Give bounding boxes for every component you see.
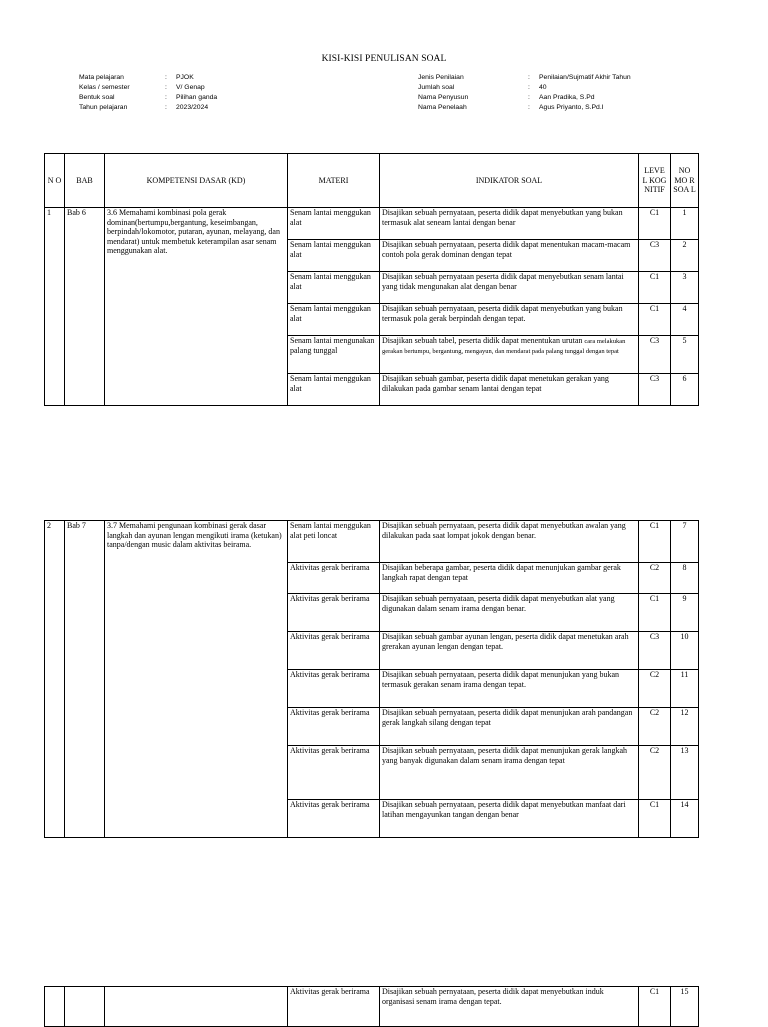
cell-indikator: Disajikan sebuah gambar, peserta didik dapat menetukan gerakan yang dilakukan pada gambar senam lantai dengan tepat <box>380 374 639 406</box>
header-nomor: NO MO R SOA L <box>671 154 699 208</box>
table-header-row <box>45 154 699 208</box>
cell-indikator: Disajikan sebuah pernyataan, peserta didik dapat menyebutkan yang bukan termasuk pola gerak berpindah dengan tepat. <box>380 304 639 336</box>
cell-nomor: 1 <box>671 208 699 240</box>
cell-level: C1 <box>639 521 671 563</box>
cell-level: C1 <box>639 272 671 304</box>
meta-sep: : <box>165 104 167 111</box>
meta-sep: : <box>528 94 530 101</box>
cell-materi: Aktivitas gerak berirama <box>288 632 380 670</box>
header-indikator: INDIKATOR SOAL <box>380 154 639 208</box>
table-section-1 <box>44 153 699 406</box>
cell-indikator: Disajikan sebuah pernyataan, peserta didik dapat menyebutkan yang bukan termasuk alat seneam lantai dengan benar <box>380 208 639 240</box>
table-row <box>45 987 699 1027</box>
header-kd: KOMPETENSI DASAR (KD) <box>105 154 288 208</box>
table-row <box>45 521 699 563</box>
cell-kd <box>105 987 288 1027</box>
cell-no: 2 <box>45 521 65 838</box>
cell-materi: Aktivitas gerak berirama <box>288 563 380 594</box>
meta-value: Agus Priyanto, S.Pd.I <box>539 104 604 111</box>
cell-nomor: 7 <box>671 521 699 563</box>
meta-right <box>418 73 631 113</box>
header-bab: BAB <box>65 154 105 208</box>
cell-level: C2 <box>639 563 671 594</box>
cell-nomor: 8 <box>671 563 699 594</box>
cell-nomor: 13 <box>671 746 699 800</box>
cell-level: C1 <box>639 594 671 632</box>
cell-indikator: Disajikan sebuah pernyataan, peserta didik dapat menunjukan gerak langkah yang banyak digunakan dalam senam irama dengan tepat <box>380 746 639 800</box>
cell-materi: Senam lantai menggukan alat <box>288 208 380 240</box>
cell-level: C1 <box>639 987 671 1027</box>
cell-level: C3 <box>639 374 671 406</box>
table-section-2 <box>44 520 699 838</box>
meta-sep: : <box>165 74 167 81</box>
cell-kd: 3.6 Memahami kombinasi pola gerak dominan(bertumpu,bergantung, keseimbangan, berpindah/lokomotor, putaran, ayunan, melayang, dan mendarat) untuk membetuk keterampilan asar senam menggunakan alat. <box>105 208 288 406</box>
cell-materi: Aktivitas gerak berirama <box>288 800 380 838</box>
cell-materi: Senam lantai menggukan alat <box>288 240 380 272</box>
indikator-text-small: cara melakukan gerakan bertumpu, bergantung, mengayun, dan mendarat pada palang tunggal dengan tepat <box>382 338 626 355</box>
meta-row <box>418 93 631 103</box>
cell-materi: Senam lantai mengunakan palang tunggal <box>288 336 380 374</box>
cell-materi: Aktivitas gerak berirama <box>288 670 380 708</box>
cell-bab <box>65 987 105 1027</box>
meta-value: Aan Pradika, S.Pd <box>539 94 595 101</box>
table-row <box>45 208 699 240</box>
cell-materi: Aktivitas gerak berirama <box>288 987 380 1027</box>
cell-indikator: Disajikan sebuah pernyataan, peserta didik dapat menyebutkan manfaat dari latihan mengayunkan tangan dengan benar <box>380 800 639 838</box>
cell-kd: 3.7 Memahami pengunaan kombinasi gerak dasar langkah dan ayunan lengan mengikuti irama (ketukan) tanpa/dengan music dalam aktivitas beirama. <box>105 521 288 838</box>
cell-bab: Bab 6 <box>65 208 105 406</box>
meta-label: Kelas / semester <box>79 84 130 91</box>
cell-nomor: 11 <box>671 670 699 708</box>
header-materi: MATERI <box>288 154 380 208</box>
cell-materi: Aktivitas gerak berirama <box>288 746 380 800</box>
meta-value: PJOK <box>176 74 194 81</box>
cell-materi: Aktivitas gerak berirama <box>288 708 380 746</box>
cell-indikator: Disajikan sebuah pernyataan, peserta didik dapat menyebutkan awalan yang dilakukan pada saat lompat jokok dengan benar. <box>380 521 639 563</box>
meta-row <box>79 93 217 103</box>
cell-indikator: Disajikan sebuah pernyataan, peserta didik dapat menunjukan arah pandangan gerak langkah silang dengan tepat <box>380 708 639 746</box>
meta-label: Mata pelajaran <box>79 74 124 81</box>
cell-nomor: 10 <box>671 632 699 670</box>
cell-nomor: 14 <box>671 800 699 838</box>
document-title: KISI-KISI PENULISAN SOAL <box>321 54 447 64</box>
meta-sep: : <box>528 74 530 81</box>
cell-level: C3 <box>639 336 671 374</box>
meta-label: Nama Penyusun <box>418 94 469 101</box>
cell-level: C1 <box>639 208 671 240</box>
cell-no <box>45 987 65 1027</box>
cell-indikator: Disajikan beberapa gambar, peserta didik dapat menunjukan gambar gerak langkah rapat dengan tepat <box>380 563 639 594</box>
cell-bab: Bab 7 <box>65 521 105 838</box>
meta-label: Jenis Penilaian <box>418 74 464 81</box>
cell-no: 1 <box>45 208 65 406</box>
cell-level: C2 <box>639 746 671 800</box>
cell-nomor: 2 <box>671 240 699 272</box>
cell-nomor: 15 <box>671 987 699 1027</box>
meta-label: Nama Penelaah <box>418 104 467 111</box>
cell-materi: Senam lantai menggukan alat <box>288 272 380 304</box>
meta-label: Bentuk soal <box>79 94 115 101</box>
cell-level: C2 <box>639 708 671 746</box>
cell-materi: Senam lantai menggukan alat <box>288 374 380 406</box>
meta-left <box>79 73 217 113</box>
meta-value: Penilaian/Sujmatif Akhir Tahun <box>539 74 631 81</box>
cell-indikator: Disajikan sebuah pernyataan, peserta didik dapat menyebutkan alat yang digunakan dalam senam irama dengan benar. <box>380 594 639 632</box>
meta-value: V/ Genap <box>176 84 205 91</box>
meta-row <box>418 103 631 113</box>
cell-level: C3 <box>639 240 671 272</box>
indikator-text: Disajikan sebuah tabel, peserta didik dapat menentukan urutan <box>382 336 583 345</box>
meta-sep: : <box>528 104 530 111</box>
meta-sep: : <box>528 84 530 91</box>
meta-value: 40 <box>539 84 547 91</box>
cell-indikator: Disajikan sebuah pernyataan, peserta didik dapat menunjukan yang bukan termasuk gerakan senam irama dengan tepat. <box>380 670 639 708</box>
cell-materi: Senam lantai menggukan alat peti loncat <box>288 521 380 563</box>
meta-row <box>418 83 631 93</box>
header-level: LEVE L KOG NITIF <box>639 154 671 208</box>
meta-row <box>79 83 217 93</box>
header-no: N O <box>45 154 65 208</box>
meta-row <box>79 73 217 83</box>
cell-indikator: Disajikan sebuah pernyataan, peserta didik dapat menentukan macam-macam contoh pola gerak dominan dengan tepat <box>380 240 639 272</box>
cell-level: C3 <box>639 632 671 670</box>
cell-indikator: Disajikan sebuah gambar ayunan lengan, peserta didik dapat menetukan arah grerakan ayunan lengan dengan tepat. <box>380 632 639 670</box>
cell-indikator: Disajikan sebuah pernyataan, peserta didik dapat menyebutkan induk organisasi senam irama dengan tepat. <box>380 987 639 1027</box>
table-section-3 <box>44 986 699 1027</box>
cell-indikator <box>380 336 639 374</box>
meta-value: 2023/2024 <box>176 104 209 111</box>
meta-value: Pilihan ganda <box>176 94 218 101</box>
cell-indikator: Disajikan sebuah pernyataan peserta didik dapat menyebutkan senam lantai yang tidak mengunakan alat dengan benar <box>380 272 639 304</box>
meta-sep: : <box>165 84 167 91</box>
cell-level: C2 <box>639 670 671 708</box>
meta-sep: : <box>165 94 167 101</box>
cell-materi: Senam lantai menggukan alat <box>288 304 380 336</box>
cell-nomor: 9 <box>671 594 699 632</box>
cell-level: C1 <box>639 800 671 838</box>
cell-nomor: 12 <box>671 708 699 746</box>
cell-materi: Aktivitas gerak berirama <box>288 594 380 632</box>
cell-nomor: 3 <box>671 272 699 304</box>
cell-nomor: 4 <box>671 304 699 336</box>
cell-level: C1 <box>639 304 671 336</box>
cell-nomor: 5 <box>671 336 699 374</box>
cell-nomor: 6 <box>671 374 699 406</box>
meta-row <box>79 103 217 113</box>
meta-row <box>418 73 631 83</box>
meta-label: Jumlah soal <box>418 84 455 91</box>
meta-label: Tahun pelajaran <box>79 104 128 111</box>
